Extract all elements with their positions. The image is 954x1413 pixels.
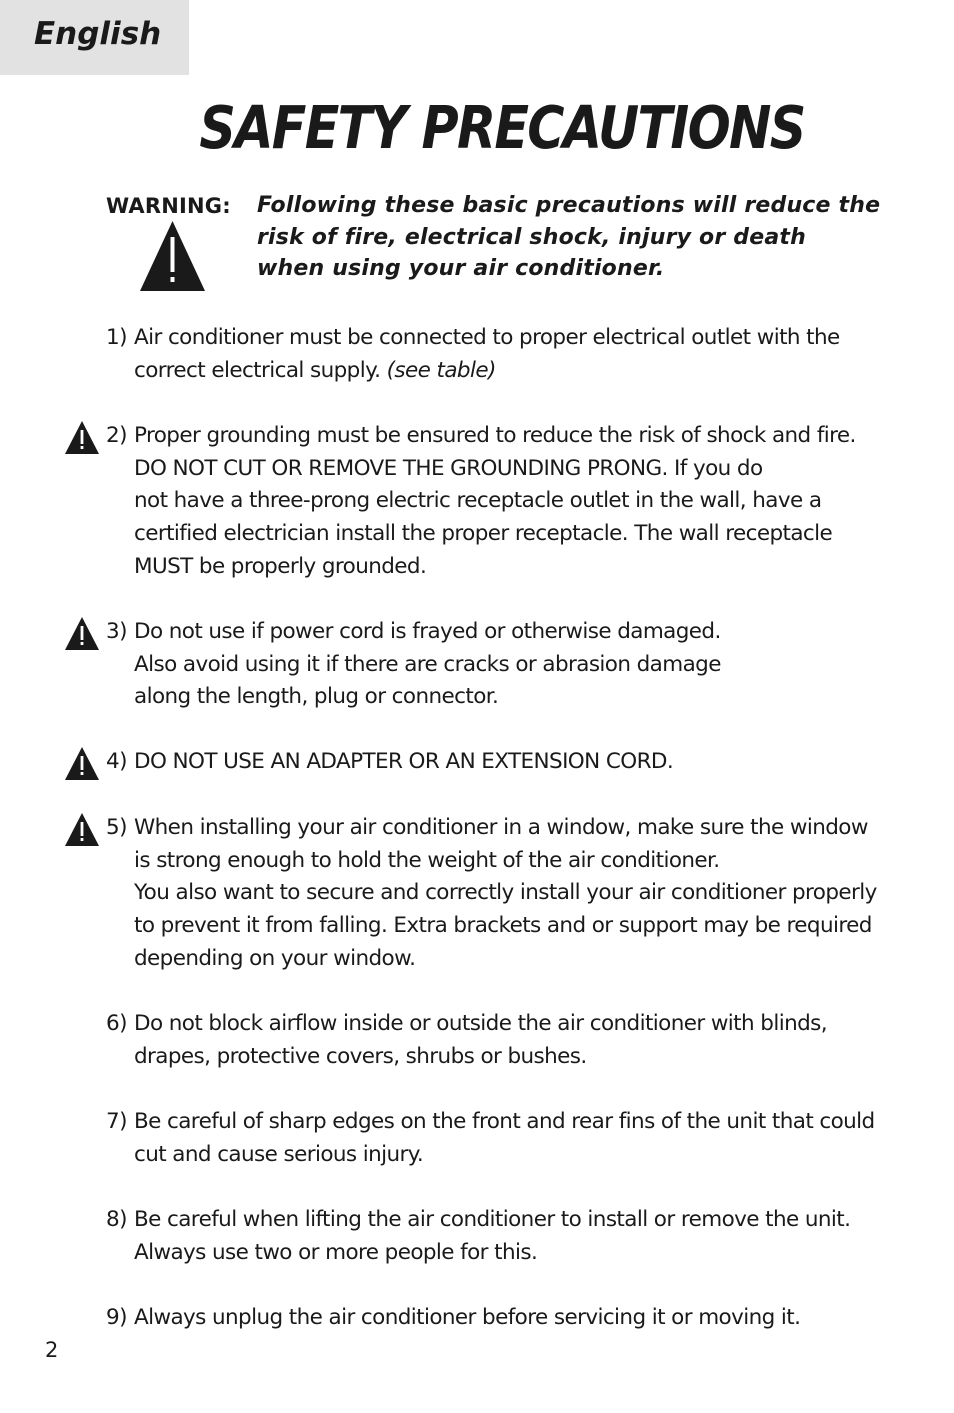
- precaution-item-6: [106, 1008, 926, 1073]
- precaution-item-5: [106, 812, 926, 976]
- item-line: DO NOT USE AN ADAPTER OR AN EXTENSION CORD.: [134, 749, 674, 774]
- item-line: depending on your window.: [134, 945, 416, 971]
- warning-triangle-icon: [65, 813, 99, 846]
- warning-text: [257, 190, 917, 285]
- item-line: Do not block airflow inside or outside the air conditioner with blinds,: [134, 1011, 827, 1036]
- item-number: 2): [106, 423, 127, 448]
- item-line: Always unplug the air conditioner before servicing it or moving it.: [134, 1305, 801, 1330]
- item-number: 7): [106, 1109, 127, 1134]
- item-line: cut and cause serious injury.: [134, 1141, 424, 1167]
- see-table-note: (see table): [386, 357, 496, 383]
- item-line: along the length, plug or connector.: [134, 684, 499, 710]
- item-number: 8): [106, 1207, 127, 1232]
- language-tab: [0, 0, 189, 75]
- precaution-item-9: [106, 1302, 926, 1335]
- item-number: 5): [106, 815, 127, 840]
- item-line: is strong enough to hold the weight of the air conditioner.: [134, 847, 720, 873]
- item-line: Be careful of sharp edges on the front and rear fins of the unit that could: [134, 1109, 875, 1134]
- item-number: 3): [106, 619, 127, 644]
- precaution-item-4: [106, 746, 926, 779]
- warning-line: when using your air conditioner.: [257, 256, 665, 281]
- item-line: MUST be properly grounded.: [134, 553, 427, 579]
- item-line: Proper grounding must be ensured to reduce the risk of shock and fire.: [134, 423, 856, 448]
- language-label: English: [34, 16, 162, 52]
- precaution-item-1: [106, 322, 926, 387]
- item-line: to prevent it from falling. Extra brackets and or support may be required: [134, 913, 872, 939]
- item-line: When installing your air conditioner in a window, make sure the window: [134, 815, 868, 840]
- warning-triangle-icon: [65, 617, 99, 650]
- item-line: DO NOT CUT OR REMOVE THE GROUNDING PRONG. If you do: [134, 455, 763, 481]
- item-line: Always use two or more people for this.: [134, 1239, 538, 1265]
- precaution-item-2: [106, 420, 926, 584]
- precaution-item-7: [106, 1106, 926, 1171]
- item-line-text: correct electrical supply.: [134, 357, 381, 383]
- warning-triangle-icon: [140, 221, 205, 291]
- page-number: 2: [45, 1338, 59, 1362]
- item-line: certified electrician install the proper receptacle. The wall receptacle: [134, 521, 833, 547]
- item-line: You also want to secure and correctly install your air conditioner properly: [134, 880, 877, 906]
- item-number: 4): [106, 749, 127, 774]
- item-line: not have a three-prong electric receptacle outlet in the wall, have a: [134, 488, 822, 514]
- warning-line: risk of fire, electrical shock, injury or death: [257, 224, 806, 250]
- item-line: drapes, protective covers, shrubs or bushes.: [134, 1043, 587, 1069]
- warning-line: Following these basic precautions will reduce the: [257, 193, 881, 218]
- precaution-item-3: [106, 616, 926, 714]
- item-line: Also avoid using it if there are cracks or abrasion damage: [134, 651, 721, 677]
- item-line: Air conditioner must be connected to proper electrical outlet with the: [134, 325, 840, 350]
- item-line: Do not use if power cord is frayed or otherwise damaged.: [134, 619, 721, 644]
- item-line-with-note: [106, 355, 926, 388]
- item-number: 1): [106, 325, 127, 350]
- item-line: Be careful when lifting the air conditioner to install or remove the unit.: [134, 1207, 851, 1232]
- warning-label: WARNING:: [106, 194, 231, 218]
- item-number: 9): [106, 1305, 127, 1330]
- warning-triangle-icon: [65, 421, 99, 454]
- precaution-item-8: [106, 1204, 926, 1269]
- warning-triangle-icon: [65, 747, 99, 780]
- page-title: SAFETY PRECAUTIONS: [199, 93, 805, 162]
- item-number: 6): [106, 1011, 127, 1036]
